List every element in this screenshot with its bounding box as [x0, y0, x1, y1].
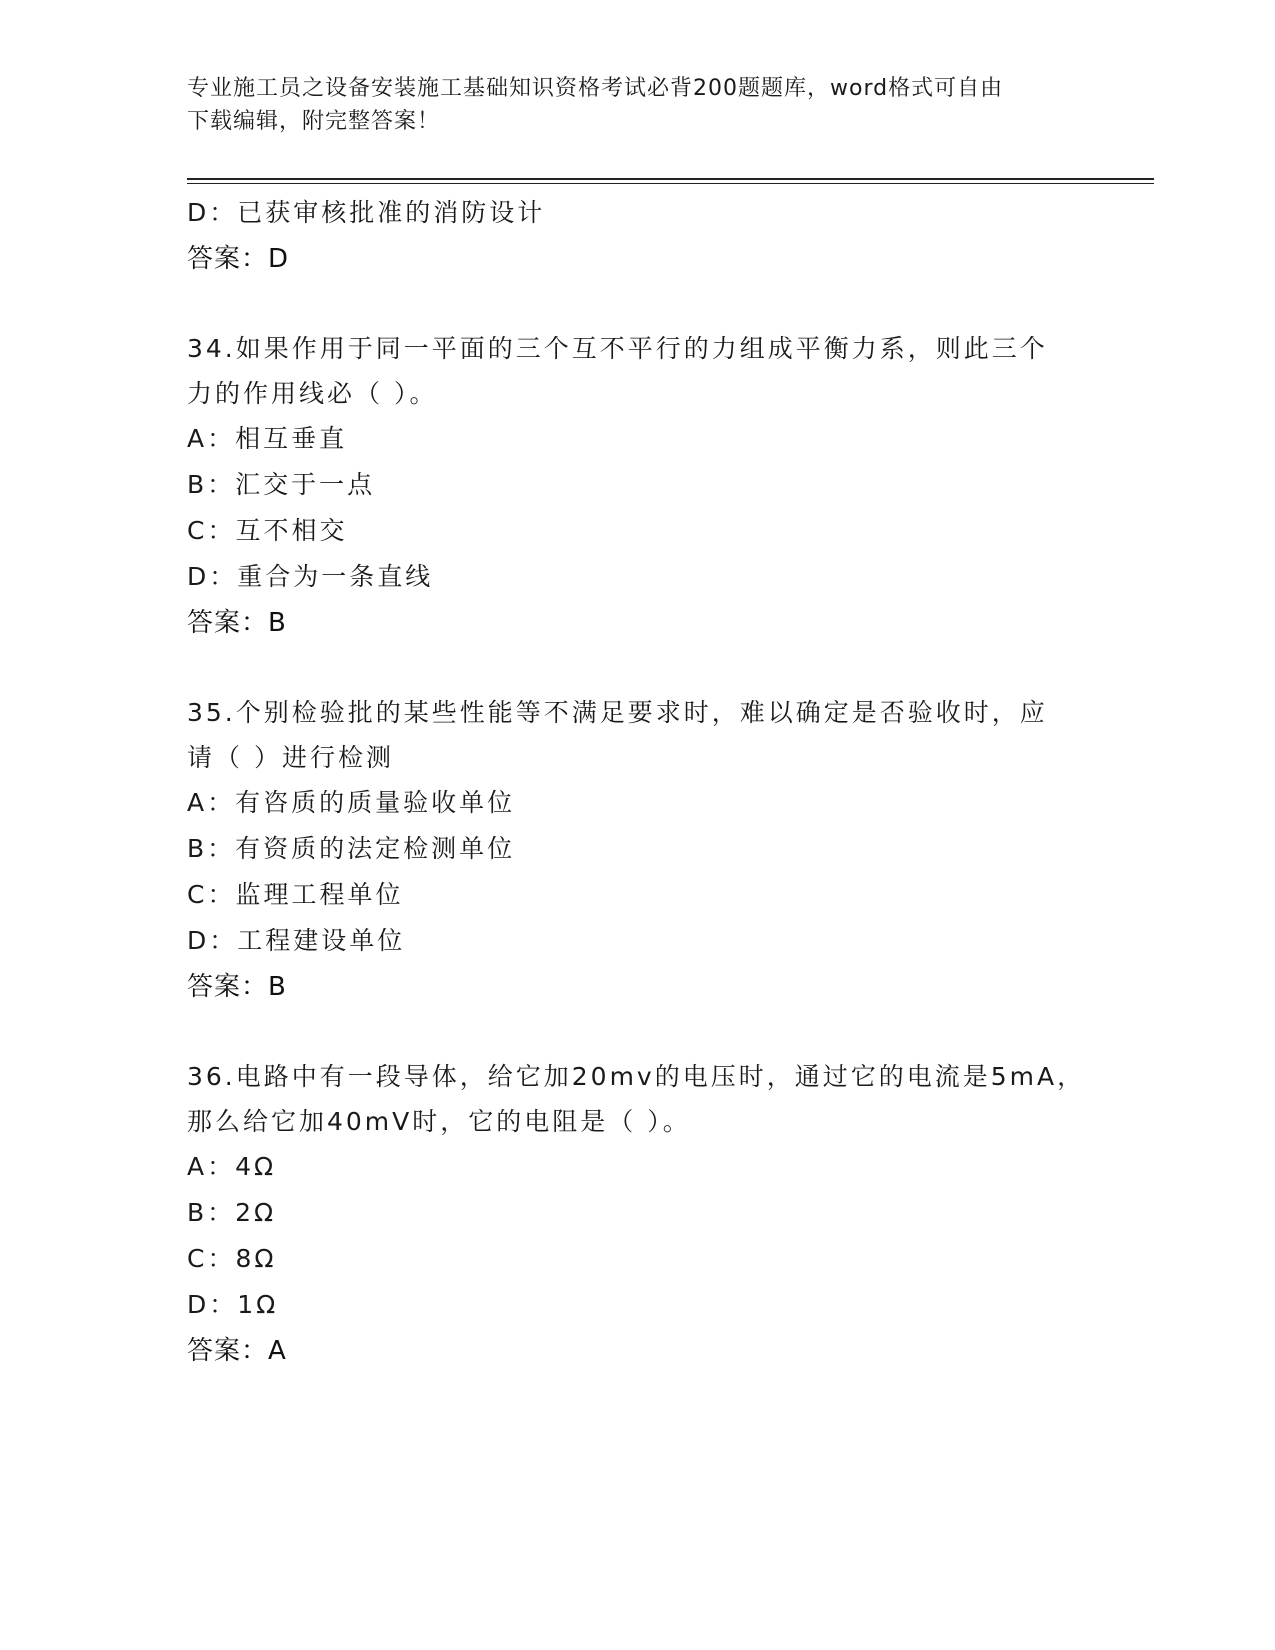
answer-line: 答案：B — [187, 972, 287, 1002]
option-d: D：1Ω — [187, 1290, 279, 1319]
option-d: D：重合为一条直线 — [187, 562, 434, 591]
option-d: D：已获审核批准的消防设计 — [187, 198, 546, 227]
option-b: B：2Ω — [187, 1198, 277, 1227]
header-divider-thick — [187, 178, 1154, 180]
option-a: A：4Ω — [187, 1152, 277, 1181]
question-stem-line: 34.如果作用于同一平面的三个互不平行的力组成平衡力系，则此三个 — [187, 334, 1048, 363]
document-header — [187, 72, 1067, 138]
document-body — [187, 190, 1087, 1374]
question-34 — [187, 326, 1087, 646]
question-stem-line: 那么给它加40mV时，它的电阻是（ ）。 — [187, 1107, 691, 1136]
option-a: A：有咨质的质量验收单位 — [187, 788, 516, 817]
question-stem-line: 力的作用线必（ ）。 — [187, 379, 438, 408]
option-c: C：监理工程单位 — [187, 880, 404, 909]
header-line-1: 专业施工员之设备安装施工基础知识资格考试必背200题题库，word格式可自由 — [187, 76, 1004, 101]
option-b: B：有资质的法定检测单位 — [187, 834, 516, 863]
header-divider-thin — [187, 183, 1154, 184]
answer-line: 答案：A — [187, 1336, 287, 1366]
option-a: A：相互垂直 — [187, 424, 348, 453]
previous-question-tail — [187, 190, 1087, 282]
answer-line: 答案：D — [187, 244, 290, 274]
answer-line: 答案：B — [187, 608, 287, 638]
question-36 — [187, 1054, 1087, 1374]
option-c: C：8Ω — [187, 1244, 277, 1273]
option-b: B：汇交于一点 — [187, 470, 376, 499]
question-stem-line: 请（ ）进行检测 — [187, 743, 394, 772]
question-stem-line: 36.电路中有一段导体，给它加20mv的电压时，通过它的电流是5mA， — [187, 1062, 1086, 1091]
option-c: C：互不相交 — [187, 516, 348, 545]
question-stem-line: 35.个别检验批的某些性能等不满足要求时，难以确定是否验收时，应 — [187, 698, 1048, 727]
question-35 — [187, 690, 1087, 1010]
option-d: D：工程建设单位 — [187, 926, 406, 955]
header-line-2: 下载编辑，附完整答案！ — [187, 109, 441, 134]
